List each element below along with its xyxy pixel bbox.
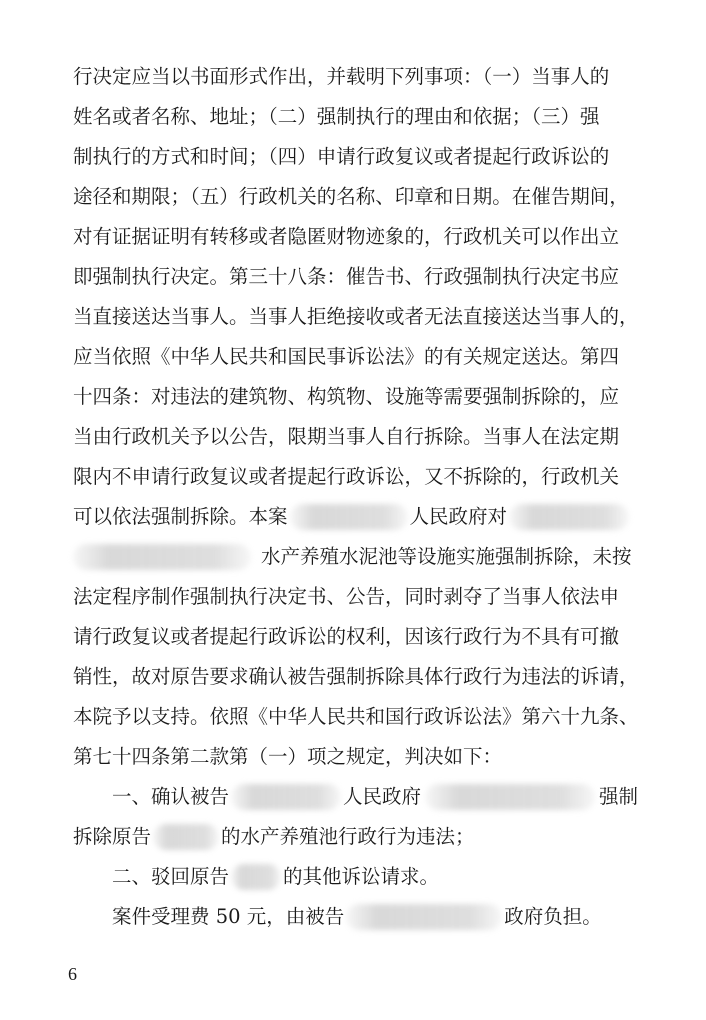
text-line: 行决定应当以书面形式作出，并载明下列事项：（一）当事人的: [73, 65, 610, 88]
redacted-name: [153, 824, 219, 850]
redacted-name: [231, 864, 281, 890]
redacted-name: [346, 904, 502, 930]
text-segment: 二、驳回原告: [112, 865, 230, 888]
text-line: 销性，故对原告要求确认被告强制拆除具体行政行为违法的诉请，: [73, 665, 639, 688]
redacted-name: [425, 784, 595, 810]
text-line: 对有证据证明有转移或者隐匿财物迹象的，行政机关可以作出立: [73, 225, 620, 248]
text-line: 途径和期限；（五）行政机关的名称、印章和日期。在催告期间，: [73, 185, 629, 208]
text-segment: 的其他诉讼请求。: [283, 865, 440, 888]
text-line: 法定程序制作强制执行决定书、公告，同时剥夺了当事人依法申: [73, 585, 620, 608]
redacted-name: [231, 784, 341, 810]
text-line: 限内不申请行政复议或者提起行政诉讼，又不拆除的，行政机关: [73, 465, 620, 488]
text-line: 第七十四条第二款第（一）项之规定，判决如下：: [73, 745, 503, 768]
text-segment: 强制: [599, 785, 639, 808]
text-line: 姓名或者名称、地址；（二）强制执行的理由和依据；（三）强: [73, 105, 600, 128]
text-line: [73, 819, 658, 855]
text-line: 当直接送达当事人。当事人拒绝接收或者无法直接送达当事人的，: [73, 305, 639, 328]
text-segment: 一、确认被告: [112, 785, 230, 808]
text-line: [73, 539, 658, 575]
redacted-name: [73, 544, 251, 570]
text-segment: 拆除原告: [73, 825, 152, 848]
redacted-name: [290, 504, 408, 530]
text-line: 制执行的方式和时间；（四）申请行政复议或者提起行政诉讼的: [73, 145, 610, 168]
text-segment: 政府负担。: [504, 905, 602, 928]
text-line: 本院予以支持。依照《中华人民共和国行政诉讼法》第六十九条、: [73, 705, 639, 728]
text-segment: 的水产养殖池行政行为违法；: [221, 825, 475, 848]
text-segment: 人民政府: [343, 785, 422, 808]
text-segment: 可以依法强制拆除。本案: [73, 505, 288, 528]
text-segment: 人民政府对: [409, 505, 508, 528]
page-number: 6: [68, 964, 77, 984]
text-line: 当由行政机关予以公告，限期当事人自行拆除。当事人在法定期: [73, 425, 620, 448]
court-fee-line: [112, 899, 658, 935]
text-segment: 水产养殖水泥池等设施实施强制拆除，未按: [261, 545, 632, 568]
text-line: 请行政复议或者提起行政诉讼的权利，因该行政行为不具有可撤: [73, 625, 620, 648]
text-segment: 案件受理费 50 元，由被告: [112, 905, 345, 928]
judgment-item: [112, 779, 658, 815]
text-line: [73, 499, 658, 535]
text-line: 即强制执行决定。第三十八条：催告书、行政强制执行决定书应: [73, 265, 620, 288]
judgment-item: [112, 859, 658, 895]
redacted-name: [509, 504, 629, 530]
text-line: 十四条：对违法的建筑物、构筑物、设施等需要强制拆除的，应: [73, 385, 620, 408]
text-line: 应当依照《中华人民共和国民事诉讼法》的有关规定送达。第四: [73, 345, 620, 368]
